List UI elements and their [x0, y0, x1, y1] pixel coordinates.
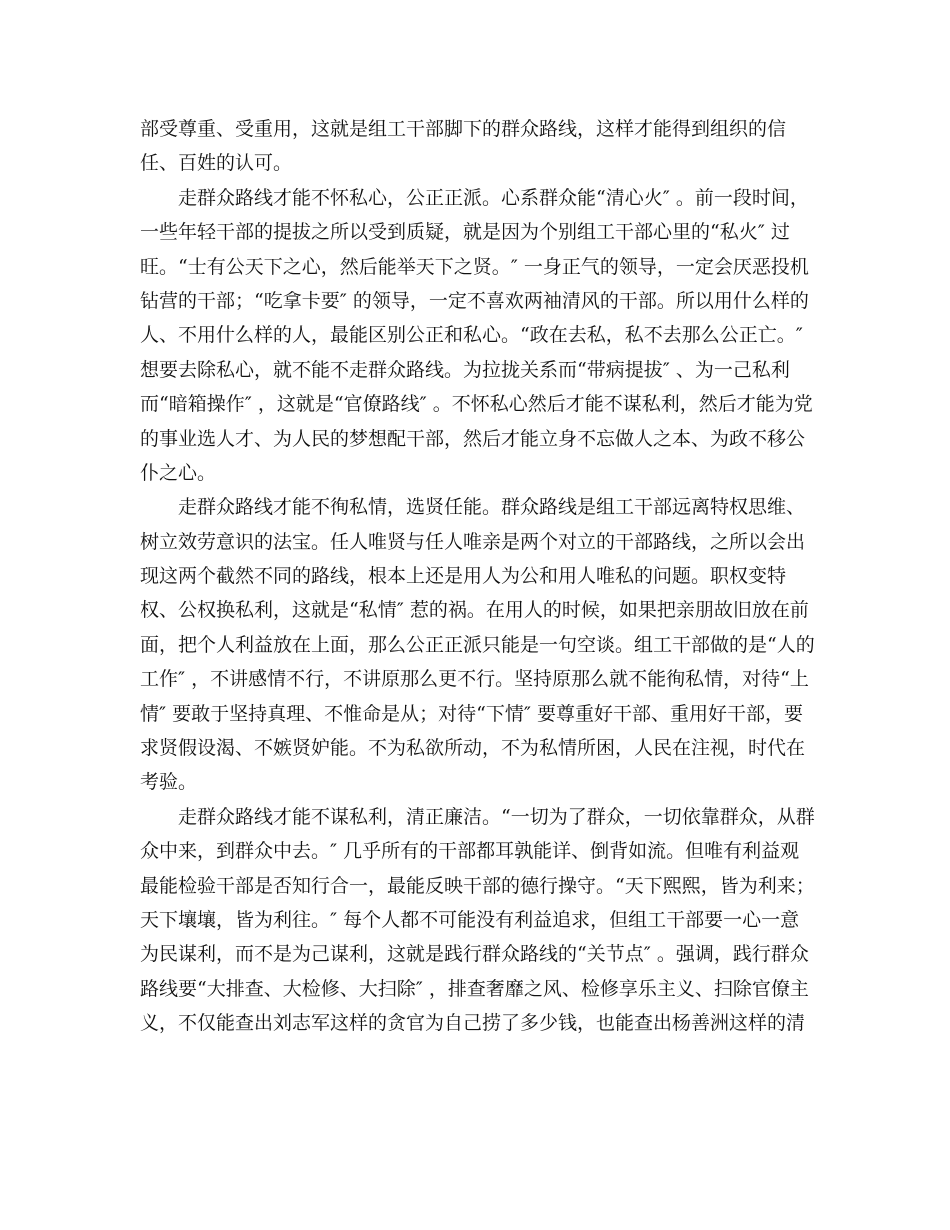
text-line: 现这两个截然不同的路线，根本上还是用人为公和用人唯私的问题。职权变特	[140, 565, 787, 588]
text-line: 部受尊重、受重用，这就是组工干部脚下的群众路线，这样才能得到组织的信	[140, 118, 787, 140]
text-line: 义，不仅能查出刘志军这样的贪官为自己捞了多少钱，也能查出杨善洲这样的清	[140, 1012, 806, 1035]
text-line: 人、不用什么样的人，最能区别公正和私心。“政在去私，私不去那么公正亡。″	[140, 324, 803, 347]
paragraph-first-line: 走群众路线才能不谋私利，清正廉洁。“一切为了群众，一切依靠群众，从群	[178, 805, 815, 828]
text-line: 最能检验干部是否知行合一，最能反映干部的德行操守。“天下熙熙，皆为利来；	[140, 874, 815, 897]
text-line: 求贤假设渴、不嫉贤妒能。不为私欲所动，不为私情所困，人民在注视，时代在	[140, 737, 806, 760]
paragraph-first-line: 走群众路线才能不怀私心，公正正派。心系群众能“清心火″ 。前一段时间，	[178, 186, 809, 209]
text-line: 仆之心。	[140, 461, 217, 484]
text-line: 工作″ ，不讲感情不行，不讲原那么更不行。坚持原那么就不能徇私情，对待“上	[140, 668, 809, 691]
text-line: 天下壤壤，皆为利往。″ 每个人都不可能没有利益追求，但组工干部要一心一意	[140, 908, 800, 931]
text-line: 路线要“大排查、大检修、大扫除″ ，排查奢靡之风、检修享乐主义、扫除官僚主	[140, 977, 809, 1000]
text-line: 想要去除私心，就不能不走群众路线。为拉拢关系而“带病提拔″ 、为一己私利	[140, 358, 790, 381]
text-line: 一些年轻干部的提拔之所以受到质疑，就是因为个别组工干部心里的“私火″ 过	[140, 221, 790, 244]
text-line: 为民谋利，而不是为己谋利，这就是践行群众路线的“关节点″ 。强调，践行群众	[140, 943, 809, 966]
text-line: 钻营的干部；“吃拿卡要″ 的领导，一定不喜欢两袖清风的干部。所以用什么样的	[140, 289, 809, 312]
text-line: 众中来，到群众中去。″ 几乎所有的干部都耳孰能详、倒背如流。但唯有利益观	[140, 840, 800, 863]
text-line: 而“暗箱操作″ ，这就是“官僚路线″ 。不怀私心然后才能不谋私利，然后才能为党	[140, 393, 813, 416]
text-line: 的事业选人才、为人民的梦想配干部，然后才能立身不忘做人之本、为政不移公	[140, 427, 806, 450]
body-text	[140, 112, 820, 1041]
text-line: 情″ 要敢于坚持真理、不惟命是从；对待“下情″ 要尊重好干部、重用好干部，要	[140, 702, 803, 725]
text-line: 任、百姓的认可。	[140, 152, 293, 175]
text-line: 考验。	[140, 771, 198, 794]
text-line: 面，把个人利益放在上面，那么公正正派只能是一句空谈。组工干部做的是“人的	[140, 633, 815, 656]
text-line: 权、公权换私利，这就是“私情″ 惹的祸。在用人的时候，如果把亲朋故旧放在前	[140, 599, 809, 622]
text-line: 旺。“士有公天下之心，然后能举天下之贤。″ 一身正气的领导，一定会厌恶投机	[140, 255, 809, 278]
paragraph-first-line: 走群众路线才能不徇私情，选贤任能。群众路线是组工干部远离特权思维、	[178, 496, 806, 519]
text-line: 树立效劳意识的法宝。任人唯贤与任人唯亲是两个对立的干部路线，之所以会出	[140, 530, 806, 553]
